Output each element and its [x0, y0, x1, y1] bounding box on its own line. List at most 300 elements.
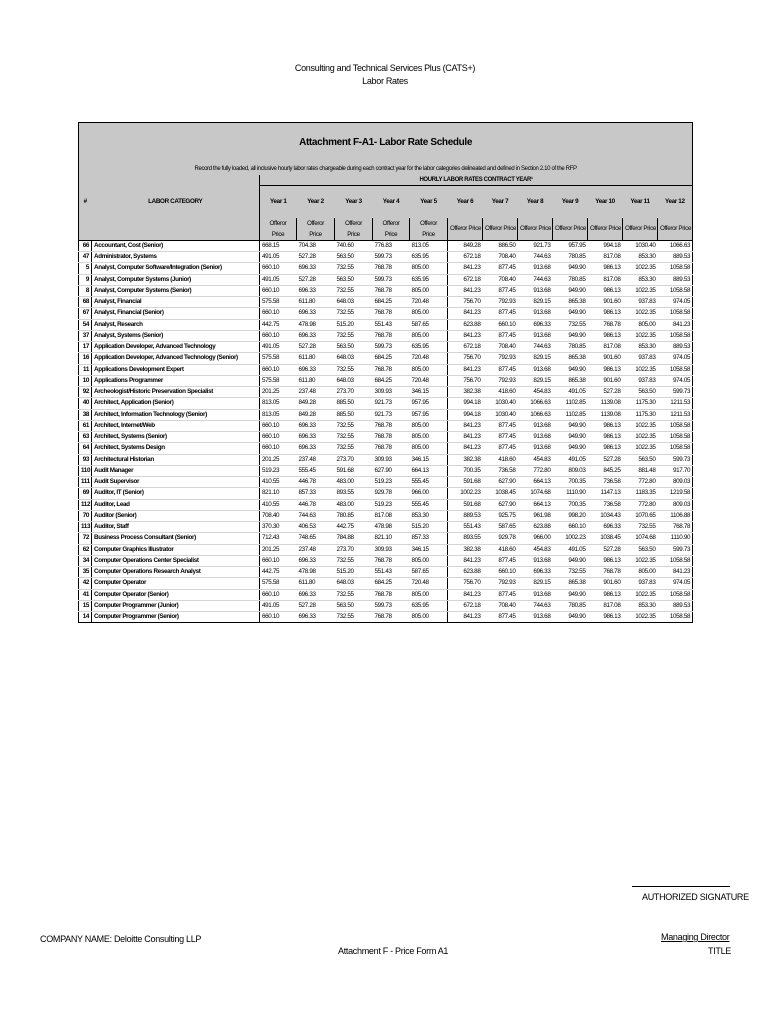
row-number: 62 — [79, 544, 92, 555]
rate-cell: 660.10 — [483, 319, 518, 330]
rate-cell: 454.83 — [518, 454, 553, 465]
year-header: Year 6 — [456, 198, 474, 205]
labor-category: Architect, Systems (Senior) — [92, 432, 260, 443]
rate-cell: 720.48 — [410, 578, 448, 589]
rate-cell: 780.85 — [553, 252, 588, 263]
rate-cell: 684.25 — [373, 353, 410, 364]
rate-cell: 1058.58 — [658, 443, 693, 454]
table-row — [79, 319, 693, 330]
rate-cell: 1219.58 — [658, 488, 693, 499]
rate-cell: 527.28 — [297, 342, 335, 353]
rate-cell: 708.40 — [260, 510, 297, 521]
rate-cell: 889.53 — [658, 600, 693, 611]
table-row — [79, 274, 693, 285]
rate-cell: 635.95 — [410, 274, 448, 285]
rate-cell: 623.88 — [518, 522, 553, 533]
rate-cell: 1110.90 — [658, 533, 693, 544]
rate-cell: 841.23 — [448, 263, 483, 274]
company-name: COMPANY NAME: Deloitte Consulting LLP — [40, 934, 202, 944]
rate-cell: 937.83 — [623, 578, 658, 589]
labor-rate-table — [78, 122, 693, 623]
signature-line — [632, 886, 730, 887]
rate-cell: 1058.58 — [658, 555, 693, 566]
row-number: 10 — [79, 375, 92, 386]
rate-cell: 1022.35 — [623, 612, 658, 623]
table-row — [79, 567, 693, 578]
rate-cell: 1211.53 — [658, 409, 693, 420]
rate-cell: 957.95 — [553, 240, 588, 251]
rate-cell: 957.95 — [410, 398, 448, 409]
rate-cell: 418.60 — [483, 544, 518, 555]
rate-cell: 792.93 — [483, 353, 518, 364]
rate-cell: 660.10 — [260, 443, 297, 454]
rate-cell: 587.65 — [410, 319, 448, 330]
rate-cell: 660.10 — [260, 330, 297, 341]
rate-cell: 732.55 — [335, 285, 373, 296]
labor-category: Architect, Systems Design — [92, 443, 260, 454]
year-header: Year 3 — [345, 198, 362, 205]
rate-cell: 865.38 — [553, 578, 588, 589]
rate-cell: 515.20 — [335, 319, 373, 330]
rate-cell: 841.23 — [448, 308, 483, 319]
rate-cell: 696.33 — [297, 330, 335, 341]
rate-cell: 986.13 — [588, 555, 623, 566]
rate-cell: 853.30 — [623, 342, 658, 353]
rate-cell: 563.50 — [335, 252, 373, 263]
rate-cell: 748.65 — [297, 533, 335, 544]
row-number: 42 — [79, 578, 92, 589]
rate-cell: 1022.35 — [623, 263, 658, 274]
rate-cell: 817.08 — [588, 252, 623, 263]
rate-cell: 660.10 — [260, 555, 297, 566]
labor-category: Accountant, Cost (Senior) — [92, 240, 260, 251]
rate-cell: 478.98 — [297, 567, 335, 578]
rate-cell: 700.35 — [553, 499, 588, 510]
table-row — [79, 555, 693, 566]
table-row — [79, 387, 693, 398]
rate-cell: 805.00 — [410, 330, 448, 341]
rate-cell: 768.78 — [588, 567, 623, 578]
labor-category: Architect, Internet/Web — [92, 420, 260, 431]
rate-cell: 660.10 — [260, 364, 297, 375]
labor-category: Auditor (Senior) — [92, 510, 260, 521]
rate-cell: 813.05 — [260, 409, 297, 420]
rate-cell: 961.98 — [518, 510, 553, 521]
row-number: 54 — [79, 319, 92, 330]
labor-category: Audit Manager — [92, 465, 260, 476]
rate-cell: 555.45 — [297, 465, 335, 476]
rate-cell: 442.75 — [260, 567, 297, 578]
rate-cell: 829.15 — [518, 353, 553, 364]
rate-cell: 527.28 — [297, 274, 335, 285]
rate-cell: 889.53 — [658, 252, 693, 263]
rate-cell: 772.80 — [623, 477, 658, 488]
rate-cell: 527.28 — [297, 600, 335, 611]
rate-cell: 664.13 — [410, 465, 448, 476]
rate-cell: 346.15 — [410, 387, 448, 398]
rate-cell: 454.83 — [518, 544, 553, 555]
rate-cell: 720.48 — [410, 297, 448, 308]
rate-cell: 491.05 — [553, 544, 588, 555]
rate-cell: 201.25 — [260, 387, 297, 398]
rate-cell: 772.80 — [623, 499, 658, 510]
rate-cell: 1074.68 — [623, 533, 658, 544]
rate-cell: 889.53 — [658, 274, 693, 285]
table-row — [79, 578, 693, 589]
rate-cell: 237.48 — [297, 454, 335, 465]
rate-cell: 732.55 — [553, 567, 588, 578]
rate-cell: 949.90 — [553, 263, 588, 274]
rate-cell: 780.85 — [553, 342, 588, 353]
rate-cell: 1183.35 — [623, 488, 658, 499]
rate-cell: 382.38 — [448, 387, 483, 398]
rate-cell: 648.03 — [335, 578, 373, 589]
offeror-price-subheader: Offeror Price — [373, 218, 410, 241]
rate-cell: 829.15 — [518, 578, 553, 589]
rate-cell: 756.70 — [448, 578, 483, 589]
year-header: Year 9 — [561, 198, 579, 205]
rate-cell: 929.78 — [373, 488, 410, 499]
row-number: 113 — [79, 522, 92, 533]
row-number: 112 — [79, 499, 92, 510]
rate-cell: 817.08 — [588, 342, 623, 353]
rate-cell: 591.68 — [335, 465, 373, 476]
rate-cell: 1106.88 — [658, 510, 693, 521]
row-number: 68 — [79, 297, 92, 308]
signer-title-value: Managing Director — [661, 932, 730, 942]
rate-cell: 877.45 — [483, 432, 518, 443]
form-name: Attachment F - Price Form A1 — [338, 946, 449, 956]
table-row — [79, 443, 693, 454]
rate-cell: 744.63 — [297, 510, 335, 521]
rate-cell: 635.95 — [410, 252, 448, 263]
rate-cell: 805.00 — [410, 364, 448, 375]
rate-cell: 974.05 — [658, 353, 693, 364]
rate-cell: 877.45 — [483, 285, 518, 296]
table-row — [79, 499, 693, 510]
rate-cell: 893.55 — [335, 488, 373, 499]
rate-cell: 986.13 — [588, 308, 623, 319]
rate-cell: 660.10 — [260, 308, 297, 319]
rate-cell: 768.78 — [373, 364, 410, 375]
row-number: 35 — [79, 567, 92, 578]
rate-cell: 821.10 — [373, 533, 410, 544]
row-number: 66 — [79, 240, 92, 251]
rate-cell: 599.73 — [373, 274, 410, 285]
table-row — [79, 612, 693, 623]
rate-cell: 966.00 — [410, 488, 448, 499]
row-number: 93 — [79, 454, 92, 465]
rate-cell: 913.68 — [518, 612, 553, 623]
rate-cell: 684.25 — [373, 578, 410, 589]
rate-cell: 591.68 — [448, 499, 483, 510]
rate-cell: 551.43 — [373, 319, 410, 330]
rate-cell: 1139.08 — [588, 398, 623, 409]
rate-cell: 491.05 — [260, 274, 297, 285]
rate-cell: 780.85 — [553, 600, 588, 611]
offeror-price-subheader: Offeror Price — [410, 218, 448, 241]
rate-cell: 648.03 — [335, 353, 373, 364]
rate-cell: 648.03 — [335, 375, 373, 386]
rate-cell: 704.38 — [297, 240, 335, 251]
rate-cell: 720.48 — [410, 353, 448, 364]
rate-cell: 877.45 — [483, 364, 518, 375]
row-number: 9 — [79, 274, 92, 285]
rate-cell: 599.73 — [658, 454, 693, 465]
labor-rate-rows — [79, 240, 693, 623]
rate-cell: 768.78 — [373, 612, 410, 623]
rate-cell: 442.75 — [335, 522, 373, 533]
rate-cell: 865.38 — [553, 353, 588, 364]
year-header: Year 8 — [526, 198, 544, 205]
rate-cell: 889.53 — [658, 342, 693, 353]
rate-cell: 627.90 — [373, 465, 410, 476]
rate-cell: 805.00 — [410, 589, 448, 600]
rate-cell: 732.55 — [335, 443, 373, 454]
rate-cell: 708.40 — [483, 274, 518, 285]
rate-cell: 1022.35 — [623, 589, 658, 600]
rate-cell: 821.10 — [260, 488, 297, 499]
rate-cell: 696.33 — [518, 319, 553, 330]
rate-cell: 237.48 — [297, 387, 335, 398]
rate-cell: 1102.85 — [553, 398, 588, 409]
table-row — [79, 600, 693, 611]
rate-cell: 1022.35 — [623, 555, 658, 566]
rate-cell: 772.80 — [518, 465, 553, 476]
rate-cell: 1030.40 — [483, 398, 518, 409]
rate-cell: 736.58 — [483, 465, 518, 476]
rate-cell: 732.55 — [335, 308, 373, 319]
offeror-price-subheader: Offeror Price — [553, 218, 588, 241]
rate-cell: 684.25 — [373, 375, 410, 386]
offeror-price-subheader: Offeror Price — [335, 218, 373, 241]
labor-category: Application Developer, Advanced Technology — [92, 342, 260, 353]
rate-cell: 974.05 — [658, 297, 693, 308]
rate-cell: 776.83 — [373, 240, 410, 251]
year-header: Year 11 — [630, 198, 650, 205]
table-row — [79, 533, 693, 544]
row-number: 64 — [79, 443, 92, 454]
rate-cell: 599.73 — [373, 342, 410, 353]
rate-cell: 881.48 — [623, 465, 658, 476]
rate-cell: 410.55 — [260, 499, 297, 510]
rate-cell: 1022.35 — [623, 432, 658, 443]
rate-cell: 491.05 — [260, 600, 297, 611]
rate-cell: 998.20 — [553, 510, 588, 521]
table-row — [79, 330, 693, 341]
row-number: 41 — [79, 589, 92, 600]
rate-cell: 346.15 — [410, 544, 448, 555]
labor-category: Audit Supervisor — [92, 477, 260, 488]
rate-cell: 1030.40 — [483, 409, 518, 420]
table-row — [79, 297, 693, 308]
table-row — [79, 432, 693, 443]
rate-cell: 527.28 — [588, 544, 623, 555]
rate-cell: 660.10 — [260, 589, 297, 600]
rate-cell: 805.00 — [410, 308, 448, 319]
rate-cell: 732.55 — [335, 555, 373, 566]
rate-cell: 491.05 — [260, 342, 297, 353]
table-row — [79, 420, 693, 431]
rate-cell: 841.23 — [658, 319, 693, 330]
rate-cell: 519.23 — [373, 477, 410, 488]
rate-cell: 841.23 — [658, 567, 693, 578]
rate-cell: 491.05 — [553, 454, 588, 465]
rate-cell: 575.58 — [260, 297, 297, 308]
rate-cell: 696.33 — [588, 522, 623, 533]
rate-cell: 660.10 — [260, 263, 297, 274]
offeror-price-subheader: Offeror Price — [448, 218, 483, 241]
rate-cell: 921.73 — [373, 409, 410, 420]
rate-cell: 885.50 — [335, 398, 373, 409]
table-row — [79, 544, 693, 555]
rate-cell: 949.90 — [553, 432, 588, 443]
rate-cell: 913.68 — [518, 420, 553, 431]
rate-cell: 913.68 — [518, 285, 553, 296]
rate-cell: 949.90 — [553, 612, 588, 623]
rate-cell: 994.18 — [448, 409, 483, 420]
row-number: 111 — [79, 477, 92, 488]
rate-cell: 949.90 — [553, 364, 588, 375]
rate-cell: 885.50 — [335, 409, 373, 420]
rate-cell: 660.10 — [260, 285, 297, 296]
rate-cell: 817.08 — [588, 274, 623, 285]
row-number: 38 — [79, 409, 92, 420]
rate-cell: 1030.40 — [623, 240, 658, 251]
rate-cell: 382.38 — [448, 544, 483, 555]
col-category-header: LABOR CATEGORY — [92, 186, 260, 218]
rate-cell: 841.23 — [448, 443, 483, 454]
rate-cell: 913.68 — [518, 589, 553, 600]
rate-cell: 921.73 — [373, 398, 410, 409]
rate-cell: 809.03 — [553, 465, 588, 476]
offeror-price-subheader: Offeror Price — [518, 218, 553, 241]
rate-cell: 913.68 — [518, 263, 553, 274]
rate-cell: 309.93 — [373, 454, 410, 465]
rate-cell: 949.90 — [553, 589, 588, 600]
row-number: 37 — [79, 330, 92, 341]
rate-cell: 732.55 — [335, 420, 373, 431]
rate-cell: 555.45 — [410, 499, 448, 510]
table-row — [79, 510, 693, 521]
rate-cell: 877.45 — [483, 308, 518, 319]
rate-cell: 527.28 — [297, 252, 335, 263]
rate-cell: 1058.58 — [658, 285, 693, 296]
table-row — [79, 342, 693, 353]
rate-cell: 732.55 — [335, 589, 373, 600]
rate-cell: 986.13 — [588, 612, 623, 623]
rate-cell: 986.13 — [588, 285, 623, 296]
table-row — [79, 477, 693, 488]
table-row — [79, 308, 693, 319]
table-row — [79, 454, 693, 465]
table-row — [79, 589, 693, 600]
rate-cell: 986.13 — [588, 443, 623, 454]
rate-cell: 901.60 — [588, 375, 623, 386]
labor-category: Auditor, IT (Senior) — [92, 488, 260, 499]
rate-cell: 768.78 — [373, 443, 410, 454]
labor-category: Architect, Information Technology (Senior) — [92, 409, 260, 420]
rate-cell: 913.68 — [518, 555, 553, 566]
row-number: 40 — [79, 398, 92, 409]
rate-cell: 986.13 — [588, 364, 623, 375]
row-number: 34 — [79, 555, 92, 566]
rate-cell: 410.55 — [260, 477, 297, 488]
rate-cell: 853.30 — [623, 600, 658, 611]
rate-cell: 1058.58 — [658, 308, 693, 319]
table-row — [79, 263, 693, 274]
rate-cell: 599.73 — [373, 252, 410, 263]
table-row — [79, 364, 693, 375]
rate-cell: 696.33 — [297, 308, 335, 319]
labor-category: Computer Graphics Illustrator — [92, 544, 260, 555]
labor-category: Computer Programmer (Junior) — [92, 600, 260, 611]
rate-cell: 1175.30 — [623, 398, 658, 409]
rate-cell: 732.55 — [335, 263, 373, 274]
table-row — [79, 240, 693, 251]
row-number: 14 — [79, 612, 92, 623]
rate-cell: 273.70 — [335, 544, 373, 555]
rate-cell: 672.18 — [448, 600, 483, 611]
labor-category: Analyst, Systems (Senior) — [92, 330, 260, 341]
rate-cell: 406.53 — [297, 522, 335, 533]
rate-cell: 1211.53 — [658, 398, 693, 409]
rate-cell: 994.18 — [588, 240, 623, 251]
rate-cell: 877.45 — [483, 330, 518, 341]
offeror-price-subheader: Offeror Price — [658, 218, 693, 241]
rate-cell: 418.60 — [483, 454, 518, 465]
rate-cell: 805.00 — [410, 420, 448, 431]
rate-cell: 478.98 — [373, 522, 410, 533]
rate-cell: 805.00 — [410, 432, 448, 443]
group-header-spacer — [79, 175, 92, 186]
rate-cell: 1038.45 — [588, 533, 623, 544]
rate-cell: 1034.43 — [588, 510, 623, 521]
subheader-spacer — [92, 218, 260, 241]
rate-cell: 986.13 — [588, 263, 623, 274]
rate-cell: 627.90 — [483, 499, 518, 510]
rate-cell: 442.75 — [260, 319, 297, 330]
rate-cell: 237.48 — [297, 544, 335, 555]
rate-cell: 1002.23 — [553, 533, 588, 544]
rate-cell: 635.95 — [410, 600, 448, 611]
rate-cell: 913.68 — [518, 330, 553, 341]
row-number: 15 — [79, 600, 92, 611]
rate-cell: 901.60 — [588, 578, 623, 589]
rate-cell: 672.18 — [448, 252, 483, 263]
rate-cell: 845.25 — [588, 465, 623, 476]
rate-cell: 768.78 — [588, 319, 623, 330]
year-header: Year 10 — [595, 198, 615, 205]
rate-cell: 949.90 — [553, 555, 588, 566]
rate-cell: 841.23 — [448, 555, 483, 566]
rate-cell: 1022.35 — [623, 420, 658, 431]
table-row — [79, 522, 693, 533]
offeror-price-subheader: Offeror Price — [483, 218, 518, 241]
rate-cell: 849.28 — [297, 409, 335, 420]
labor-category: Computer Operator — [92, 578, 260, 589]
rate-cell: 732.55 — [553, 319, 588, 330]
rate-cell: 563.50 — [335, 274, 373, 285]
rate-cell: 696.33 — [297, 420, 335, 431]
rate-cell: 664.13 — [518, 477, 553, 488]
rate-cell: 756.70 — [448, 297, 483, 308]
rate-cell: 877.45 — [483, 443, 518, 454]
labor-category: Applications Development Expert — [92, 364, 260, 375]
rate-cell: 591.68 — [448, 477, 483, 488]
rate-cell: 949.90 — [553, 330, 588, 341]
row-number: 47 — [79, 252, 92, 263]
